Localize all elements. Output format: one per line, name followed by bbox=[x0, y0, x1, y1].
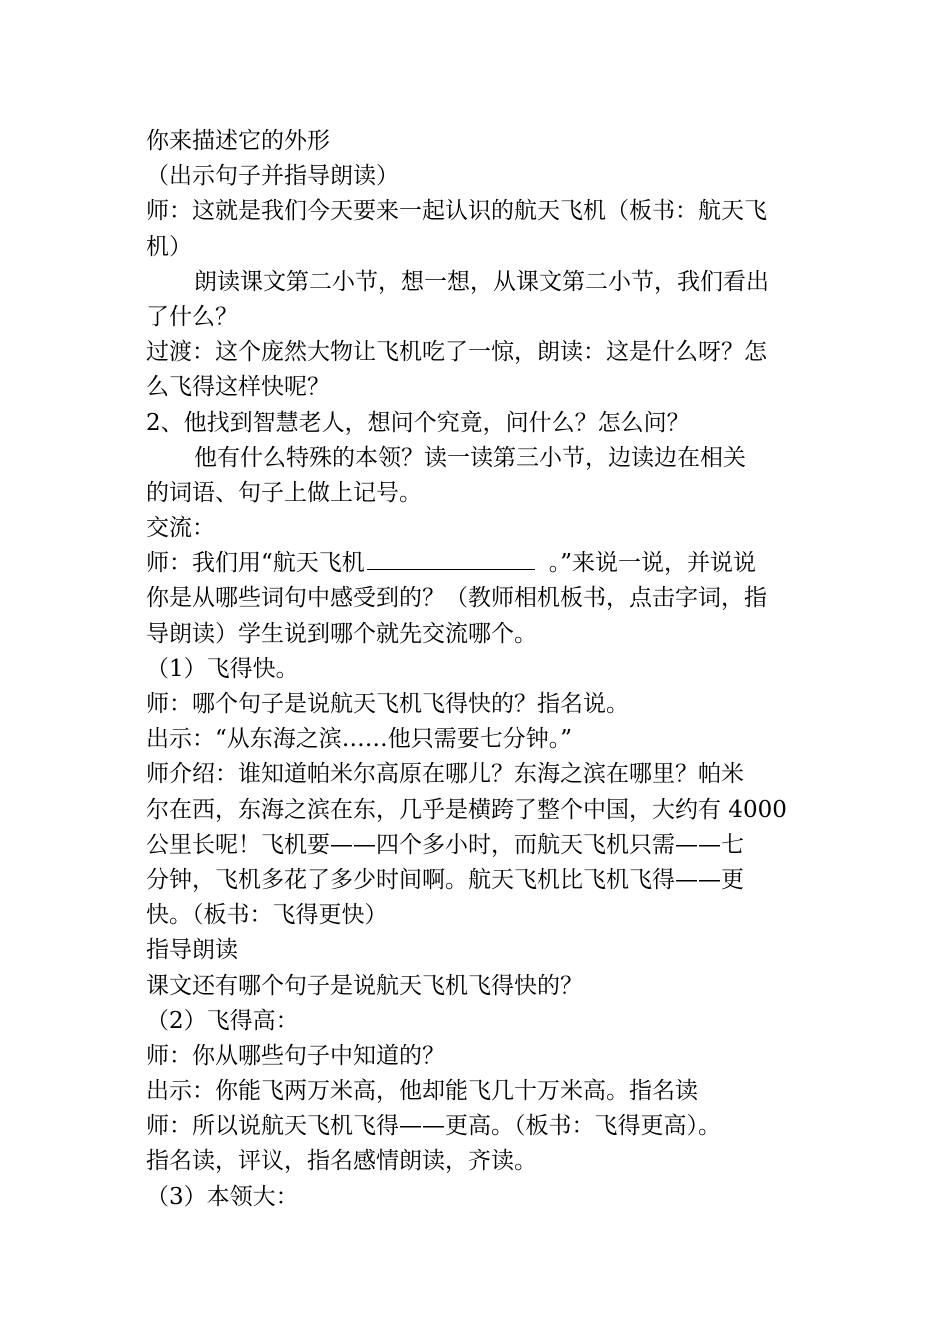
text-line: 师：这就是我们今天要来一起认识的航天飞机（板书：航天飞 bbox=[146, 198, 767, 225]
text-line: 导朗读）学生说到哪个就先交流哪个。 bbox=[146, 620, 537, 647]
text-line: 么飞得这样快呢？ bbox=[146, 374, 330, 401]
text-line: 朗读课文第二小节，想一想，从课文第二小节，我们看出 bbox=[194, 268, 769, 295]
text-line: 了什么？ bbox=[146, 303, 238, 330]
text-line: 课文还有哪个句子是说航天飞机飞得快的？ bbox=[146, 972, 583, 999]
text-line: （3）本领大： bbox=[146, 1183, 299, 1210]
text-line: 交流： bbox=[146, 515, 215, 542]
text-line: 出示：“从东海之滨……他只需要七分钟。” bbox=[146, 726, 573, 753]
text-line: 机） bbox=[146, 233, 192, 260]
text-line: 师：所以说航天飞机飞得——更高。（板书：飞得更高）。 bbox=[146, 1113, 721, 1140]
text-line: 你是从哪些词句中感受到的？（教师相机板书，点击字词，指 bbox=[146, 585, 767, 612]
fill-in-blank bbox=[367, 547, 535, 570]
text-line: 指名读，评议，指名感情朗读，齐读。 bbox=[146, 1148, 537, 1175]
text-line: 师介绍：谁知道帕米尔高原在哪儿？东海之滨在哪里？帕米 bbox=[146, 761, 744, 788]
text-line: （1）飞得快。 bbox=[146, 655, 299, 682]
text-line: （出示句子并指导朗读） bbox=[146, 163, 399, 190]
text-line: 师：你从哪些句子中知道的？ bbox=[146, 1042, 445, 1069]
lesson-plan-text bbox=[146, 124, 810, 1215]
text-line: 他有什么特殊的本领？读一读第三小节，边读边在相关 bbox=[194, 444, 746, 471]
text-line: 出示：你能飞两万米高，他却能飞几十万米高。指名读 bbox=[146, 1078, 698, 1105]
text-line: 快。（板书：飞得更快） bbox=[146, 902, 388, 929]
text-line: 过渡：这个庞然大物让飞机吃了一惊，朗读：这是什么呀？怎 bbox=[146, 339, 767, 366]
text-line: 2、他找到智慧老人，想问个究竟，问什么？怎么问？ bbox=[146, 409, 690, 436]
text-line: 的词语、句子上做上记号。 bbox=[146, 479, 422, 506]
text-line: 尔在西，东海之滨在东，几乎是横跨了整个中国，大约有 4000 bbox=[146, 796, 787, 823]
text-line: 你来描述它的外形 bbox=[146, 128, 330, 154]
text-line: （2）飞得高： bbox=[146, 1007, 299, 1034]
fill-in-prefix: 师：我们用“航天飞机 bbox=[146, 550, 365, 577]
fill-in-suffix: 。”来说一说，并说说 bbox=[548, 550, 757, 577]
fill-in-line bbox=[146, 546, 810, 581]
text-line: 公里长呢！飞机要——四个多小时，而航天飞机只需——七 bbox=[146, 831, 744, 858]
text-line: 指导朗读 bbox=[146, 937, 238, 964]
text-line: 师：哪个句子是说航天飞机飞得快的？指名说。 bbox=[146, 691, 629, 717]
text-line: 分钟，飞机多花了多少时间啊。航天飞机比飞机飞得——更 bbox=[146, 866, 744, 893]
